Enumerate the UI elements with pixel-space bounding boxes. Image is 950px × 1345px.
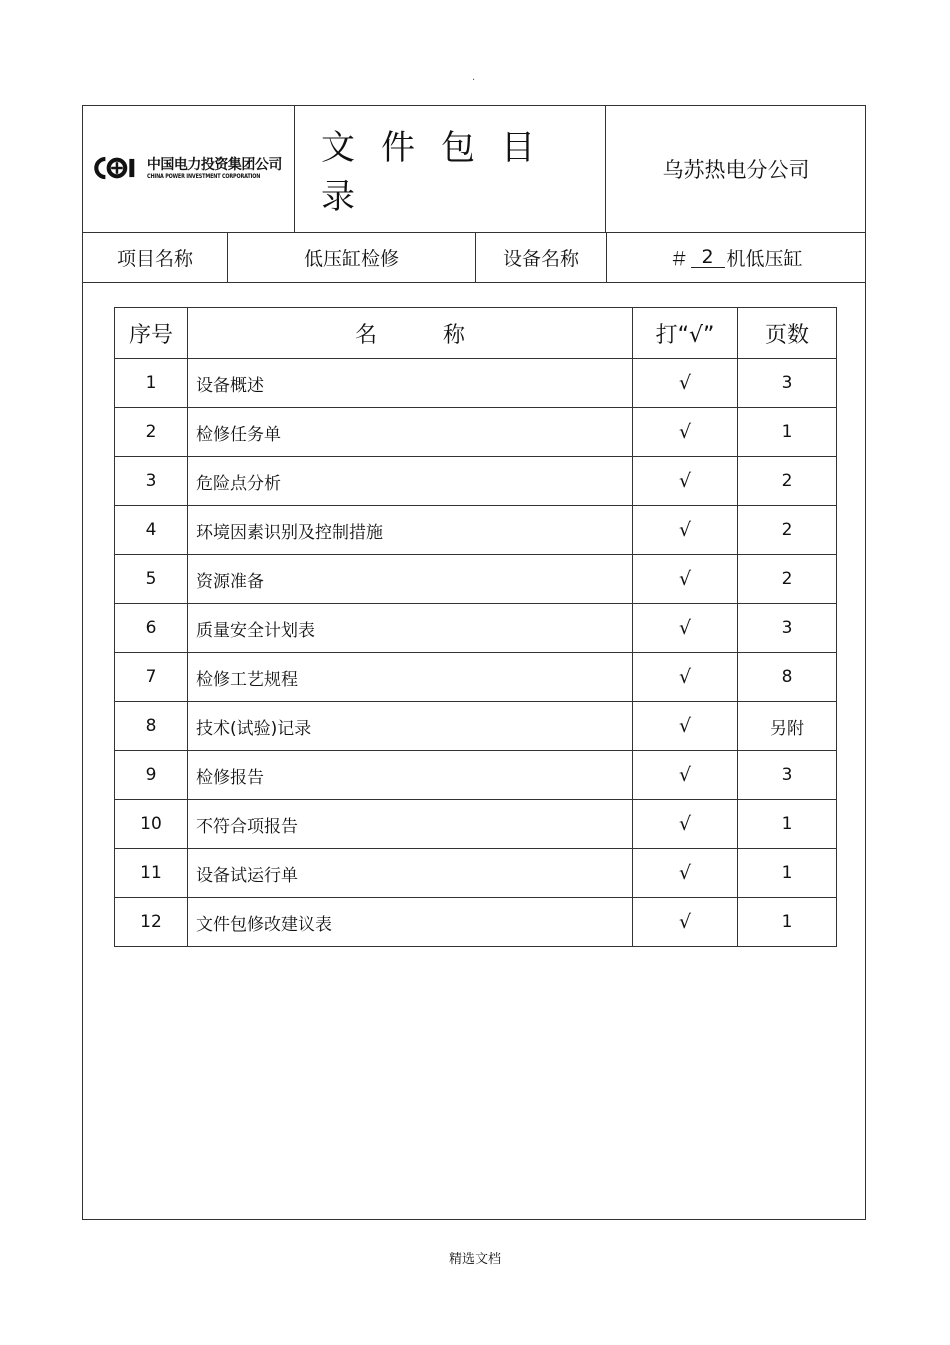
- row-page-count: 3: [738, 751, 837, 800]
- top-mark: .: [472, 72, 476, 83]
- row-check-mark: √: [633, 800, 738, 849]
- row-number: 9: [115, 751, 188, 800]
- row-name: 不符合项报告: [188, 800, 633, 849]
- row-number: 4: [115, 506, 188, 555]
- row-page-count: 2: [738, 555, 837, 604]
- row-check-mark: √: [633, 653, 738, 702]
- table-row: [115, 702, 837, 751]
- footer-text: 精选文档: [448, 1252, 501, 1267]
- row-check-mark: √: [633, 457, 738, 506]
- row-page-count: 3: [738, 604, 837, 653]
- row-check-mark: √: [633, 359, 738, 408]
- row-page-count: 3: [738, 359, 837, 408]
- row-number: 1: [115, 359, 188, 408]
- logo-english-name: CHINA POWER INVESTMENT CORPORATION: [146, 172, 261, 180]
- row-page-count: 1: [738, 849, 837, 898]
- table-header-row: [115, 308, 837, 359]
- document-frame: [82, 105, 866, 1220]
- row-check-mark: √: [633, 751, 738, 800]
- row-name: 技术(试验)记录: [188, 702, 633, 751]
- company-name: 乌苏热电分公司: [662, 158, 810, 182]
- header-pages: 页数: [738, 308, 837, 359]
- logo-chinese-name: 中国电力投资集团公司: [146, 156, 282, 173]
- table-row: [115, 653, 837, 702]
- row-number: 12: [115, 898, 188, 947]
- row-name: 设备概述: [188, 359, 633, 408]
- row-number: 7: [115, 653, 188, 702]
- row-number: 5: [115, 555, 188, 604]
- row-number: 10: [115, 800, 188, 849]
- header-check: 打“√”: [633, 308, 738, 359]
- row-number: 8: [115, 702, 188, 751]
- row-check-mark: √: [633, 408, 738, 457]
- equipment-prefix: ＃: [669, 248, 689, 270]
- row-name: 检修报告: [188, 751, 633, 800]
- project-value: 低压缸检修: [303, 248, 399, 270]
- row-number: 11: [115, 849, 188, 898]
- row-check-mark: √: [633, 702, 738, 751]
- equipment-suffix: 机低压缸: [726, 248, 803, 270]
- table-row: [115, 555, 837, 604]
- row-page-count: 1: [738, 800, 837, 849]
- row-page-count: 1: [738, 898, 837, 947]
- cpi-logo-mark-icon: [93, 153, 141, 183]
- row-number: 6: [115, 604, 188, 653]
- row-page-count: 1: [738, 408, 837, 457]
- row-check-mark: √: [633, 898, 738, 947]
- row-name: 质量安全计划表: [188, 604, 633, 653]
- table-row: [115, 800, 837, 849]
- row-check-mark: √: [633, 604, 738, 653]
- row-page-count: 2: [738, 457, 837, 506]
- row-number: 2: [115, 408, 188, 457]
- header-number: 序号: [115, 308, 188, 359]
- row-page-count: 另附: [738, 702, 837, 751]
- row-page-count: 8: [738, 653, 837, 702]
- company-logo: [93, 151, 285, 185]
- table-row: [115, 604, 837, 653]
- row-name: 环境因素识别及控制措施: [188, 506, 633, 555]
- table-row: [115, 457, 837, 506]
- table-row: [115, 506, 837, 555]
- row-name: 资源准备: [188, 555, 633, 604]
- table-row: [115, 751, 837, 800]
- project-label: 项目名称: [116, 248, 193, 270]
- row-check-mark: √: [633, 506, 738, 555]
- row-check-mark: √: [633, 555, 738, 604]
- table-row: [115, 408, 837, 457]
- document-title: 文件包目录: [321, 128, 561, 217]
- row-number: 3: [115, 457, 188, 506]
- row-page-count: 2: [738, 506, 837, 555]
- equipment-value: [607, 233, 865, 282]
- contents-table: [114, 307, 837, 947]
- row-name: 危险点分析: [188, 457, 633, 506]
- row-check-mark: √: [633, 849, 738, 898]
- equipment-label: 设备名称: [502, 248, 579, 270]
- row-name: 检修任务单: [188, 408, 633, 457]
- row-name: 设备试运行单: [188, 849, 633, 898]
- row-name: 文件包修改建议表: [188, 898, 633, 947]
- equipment-number: 2: [691, 247, 725, 268]
- table-row: [115, 849, 837, 898]
- header-name: 名称: [188, 308, 633, 359]
- row-name: 检修工艺规程: [188, 653, 633, 702]
- table-row: [115, 898, 837, 947]
- table-row: [115, 359, 837, 408]
